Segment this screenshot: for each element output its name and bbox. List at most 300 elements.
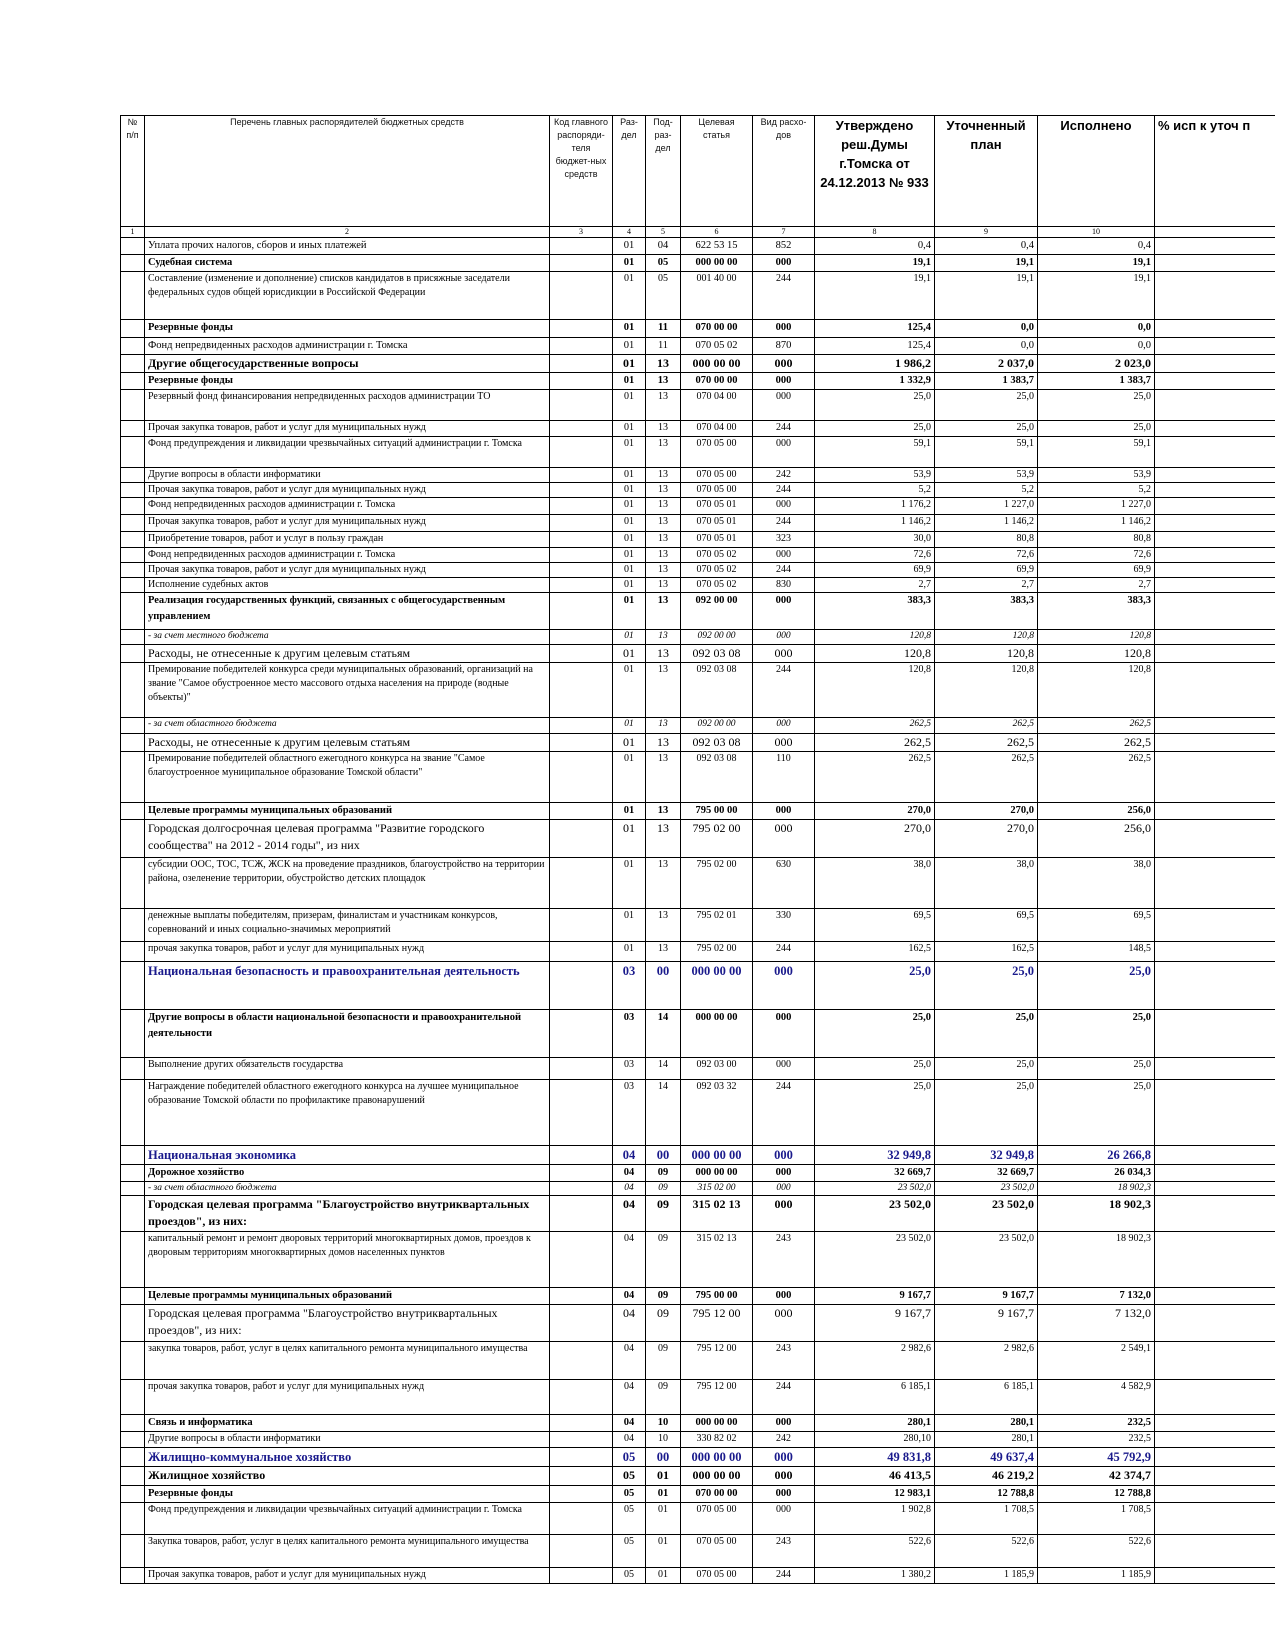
cell-name: Премирование победителей областного ежегодного конкурса на звание "Самое благоустроенное муниципальное образование Томской области" <box>145 752 550 803</box>
table-row <box>121 1058 1275 1080</box>
column-number: 4 <box>613 227 646 238</box>
cell-vid: 000 <box>753 1503 815 1535</box>
cell-podrazdel: 13 <box>646 858 681 909</box>
cell-plan: 38,0 <box>935 858 1038 909</box>
cell-razdel: 04 <box>613 1288 646 1305</box>
cell-code <box>550 468 613 483</box>
cell-num <box>121 962 145 1010</box>
cell-razdel: 01 <box>613 338 646 355</box>
cell-razdel: 01 <box>613 238 646 255</box>
cell-target: 070 05 01 <box>681 515 753 532</box>
header-distributor-code: Код главного распоряди-теля бюджет-ных средств <box>550 116 613 227</box>
cell-percent <box>1155 483 1275 498</box>
cell-code <box>550 593 613 630</box>
cell-razdel: 01 <box>613 498 646 515</box>
cell-approved: 25,0 <box>815 1058 935 1080</box>
cell-vid: 830 <box>753 578 815 593</box>
cell-code <box>550 942 613 962</box>
cell-approved: 59,1 <box>815 437 935 468</box>
cell-code <box>550 532 613 548</box>
cell-plan: 59,1 <box>935 437 1038 468</box>
table-row <box>121 1432 1275 1448</box>
cell-podrazdel: 09 <box>646 1232 681 1288</box>
cell-percent <box>1155 663 1275 718</box>
cell-vid: 000 <box>753 255 815 272</box>
cell-approved: 280,1 <box>815 1415 935 1432</box>
cell-razdel: 01 <box>613 373 646 390</box>
cell-plan: 46 219,2 <box>935 1467 1038 1486</box>
cell-target: 000 00 00 <box>681 1165 753 1182</box>
cell-razdel: 01 <box>613 909 646 942</box>
table-row <box>121 338 1275 355</box>
cell-podrazdel: 13 <box>646 515 681 532</box>
cell-approved: 9 167,7 <box>815 1288 935 1305</box>
cell-percent <box>1155 1146 1275 1165</box>
cell-razdel: 04 <box>613 1432 646 1448</box>
table-row <box>121 1182 1275 1196</box>
table-row <box>121 1415 1275 1432</box>
cell-done: 7 132,0 <box>1038 1305 1155 1342</box>
cell-target: 795 02 00 <box>681 820 753 858</box>
cell-vid: 244 <box>753 272 815 320</box>
cell-percent <box>1155 272 1275 320</box>
cell-done: 42 374,7 <box>1038 1467 1155 1486</box>
cell-name: Городская целевая программа "Благоустройство внутриквартальных проездов", из них: <box>145 1196 550 1232</box>
cell-plan: 120,8 <box>935 645 1038 663</box>
header-approved: Утверждено реш.Думы г.Томска от 24.12.2013 № 933 <box>815 116 935 227</box>
cell-approved: 0,4 <box>815 238 935 255</box>
cell-approved: 9 167,7 <box>815 1305 935 1342</box>
cell-approved: 69,5 <box>815 909 935 942</box>
table-row <box>121 718 1275 734</box>
table-row <box>121 532 1275 548</box>
cell-plan: 25,0 <box>935 421 1038 437</box>
cell-approved: 2,7 <box>815 578 935 593</box>
table-row <box>121 663 1275 718</box>
table-row <box>121 1486 1275 1503</box>
cell-name: денежные выплаты победителям, призерам, финалистам и участникам конкурсов, соревнований и иных социально-значимых мероприятий <box>145 909 550 942</box>
cell-done: 256,0 <box>1038 820 1155 858</box>
cell-razdel: 01 <box>613 645 646 663</box>
table-row <box>121 498 1275 515</box>
cell-plan: 0,0 <box>935 338 1038 355</box>
cell-podrazdel: 13 <box>646 630 681 645</box>
cell-target: 092 03 08 <box>681 734 753 752</box>
cell-num <box>121 1467 145 1486</box>
cell-code <box>550 1288 613 1305</box>
cell-code <box>550 645 613 663</box>
cell-podrazdel: 09 <box>646 1342 681 1380</box>
cell-target: 000 00 00 <box>681 1010 753 1058</box>
cell-vid: 242 <box>753 468 815 483</box>
cell-done: 256,0 <box>1038 803 1155 820</box>
cell-num <box>121 390 145 421</box>
cell-approved: 6 185,1 <box>815 1380 935 1415</box>
table-row <box>121 468 1275 483</box>
table-row <box>121 1232 1275 1288</box>
cell-razdel: 04 <box>613 1146 646 1165</box>
cell-razdel: 01 <box>613 718 646 734</box>
header-section: Раз-дел <box>613 116 646 227</box>
cell-name: капитальный ремонт и ремонт дворовых территорий многоквартирных домов, проездов к дворовым территориям многоквартирных домов населенных пунктов <box>145 1232 550 1288</box>
cell-target: 070 00 00 <box>681 1486 753 1503</box>
cell-approved: 1 332,9 <box>815 373 935 390</box>
cell-done: 18 902,3 <box>1038 1182 1155 1196</box>
cell-approved: 32 669,7 <box>815 1165 935 1182</box>
cell-percent <box>1155 1058 1275 1080</box>
cell-approved: 280,10 <box>815 1432 935 1448</box>
cell-num <box>121 1165 145 1182</box>
cell-code <box>550 858 613 909</box>
cell-vid: 243 <box>753 1535 815 1568</box>
cell-vid: 000 <box>753 1305 815 1342</box>
cell-plan: 522,6 <box>935 1535 1038 1568</box>
cell-code <box>550 1415 613 1432</box>
cell-approved: 1 986,2 <box>815 355 935 373</box>
cell-target: 795 12 00 <box>681 1380 753 1415</box>
cell-target: 000 00 00 <box>681 1467 753 1486</box>
cell-name: Городская целевая программа "Благоустройство внутриквартальных проездов", из них: <box>145 1305 550 1342</box>
cell-approved: 2 982,6 <box>815 1342 935 1380</box>
cell-percent <box>1155 734 1275 752</box>
table-row <box>121 942 1275 962</box>
cell-plan: 69,9 <box>935 563 1038 578</box>
cell-code <box>550 630 613 645</box>
cell-percent <box>1155 578 1275 593</box>
cell-approved: 23 502,0 <box>815 1232 935 1288</box>
cell-approved: 19,1 <box>815 255 935 272</box>
cell-podrazdel: 13 <box>646 645 681 663</box>
cell-target: 795 12 00 <box>681 1305 753 1342</box>
cell-code <box>550 578 613 593</box>
cell-target: 070 05 02 <box>681 338 753 355</box>
cell-plan: 49 637,4 <box>935 1448 1038 1467</box>
cell-code <box>550 421 613 437</box>
cell-percent <box>1155 630 1275 645</box>
cell-vid: 244 <box>753 1380 815 1415</box>
cell-done: 232,5 <box>1038 1432 1155 1448</box>
cell-name: Судебная система <box>145 255 550 272</box>
cell-done: 12 788,8 <box>1038 1486 1155 1503</box>
cell-razdel: 01 <box>613 563 646 578</box>
cell-target: 070 05 00 <box>681 468 753 483</box>
cell-done: 25,0 <box>1038 1058 1155 1080</box>
cell-plan: 25,0 <box>935 390 1038 421</box>
cell-plan: 262,5 <box>935 734 1038 752</box>
cell-razdel: 04 <box>613 1182 646 1196</box>
cell-plan: 262,5 <box>935 718 1038 734</box>
cell-target: 092 00 00 <box>681 593 753 630</box>
cell-approved: 69,9 <box>815 563 935 578</box>
column-numbers-row <box>121 227 1275 238</box>
cell-plan: 120,8 <box>935 663 1038 718</box>
cell-percent <box>1155 532 1275 548</box>
table-row <box>121 1535 1275 1568</box>
cell-plan: 9 167,7 <box>935 1288 1038 1305</box>
cell-num <box>121 1486 145 1503</box>
header-executed: Исполнено <box>1038 116 1155 227</box>
cell-percent <box>1155 820 1275 858</box>
cell-percent <box>1155 962 1275 1010</box>
header-target-article: Целевая статья <box>681 116 753 227</box>
cell-plan: 1 227,0 <box>935 498 1038 515</box>
cell-name: Закупка товаров, работ, услуг в целях капитального ремонта муниципального имущества <box>145 1535 550 1568</box>
cell-podrazdel: 13 <box>646 734 681 752</box>
cell-done: 4 582,9 <box>1038 1380 1155 1415</box>
cell-name: Фонд непредвиденных расходов администрации г. Томска <box>145 548 550 563</box>
cell-podrazdel: 01 <box>646 1535 681 1568</box>
cell-approved: 1 146,2 <box>815 515 935 532</box>
cell-plan: 53,9 <box>935 468 1038 483</box>
cell-plan: 1 146,2 <box>935 515 1038 532</box>
cell-plan: 32 669,7 <box>935 1165 1038 1182</box>
cell-podrazdel: 09 <box>646 1182 681 1196</box>
cell-code <box>550 1146 613 1165</box>
cell-num <box>121 1503 145 1535</box>
cell-percent <box>1155 1165 1275 1182</box>
cell-code <box>550 255 613 272</box>
cell-vid: 000 <box>753 1165 815 1182</box>
cell-approved: 125,4 <box>815 338 935 355</box>
table-row <box>121 962 1275 1010</box>
cell-num <box>121 1380 145 1415</box>
cell-approved: 522,6 <box>815 1535 935 1568</box>
cell-percent <box>1155 437 1275 468</box>
table-row <box>121 593 1275 630</box>
cell-plan: 1 383,7 <box>935 373 1038 390</box>
cell-name: Фонд предупреждения и ликвидации чрезвычайных ситуаций администрации г. Томска <box>145 437 550 468</box>
cell-done: 262,5 <box>1038 752 1155 803</box>
cell-done: 0,4 <box>1038 238 1155 255</box>
cell-name: Расходы, не отнесенные к другим целевым статьям <box>145 734 550 752</box>
cell-vid: 244 <box>753 1568 815 1584</box>
cell-target: 070 05 01 <box>681 532 753 548</box>
cell-vid: 000 <box>753 962 815 1010</box>
cell-done: 72,6 <box>1038 548 1155 563</box>
cell-approved: 46 413,5 <box>815 1467 935 1486</box>
cell-razdel: 01 <box>613 355 646 373</box>
cell-done: 120,8 <box>1038 645 1155 663</box>
cell-num <box>121 909 145 942</box>
cell-vid: 000 <box>753 1288 815 1305</box>
cell-done: 25,0 <box>1038 962 1155 1010</box>
cell-podrazdel: 13 <box>646 373 681 390</box>
cell-target: 795 00 00 <box>681 803 753 820</box>
cell-target: 000 00 00 <box>681 1415 753 1432</box>
cell-target: 000 00 00 <box>681 355 753 373</box>
cell-done: 18 902,3 <box>1038 1196 1155 1232</box>
cell-plan: 270,0 <box>935 803 1038 820</box>
cell-razdel: 01 <box>613 578 646 593</box>
cell-razdel: 04 <box>613 1232 646 1288</box>
table-row <box>121 437 1275 468</box>
cell-approved: 262,5 <box>815 718 935 734</box>
cell-code <box>550 483 613 498</box>
cell-percent <box>1155 1305 1275 1342</box>
cell-vid: 244 <box>753 483 815 498</box>
cell-num <box>121 942 145 962</box>
cell-percent <box>1155 593 1275 630</box>
table-row <box>121 272 1275 320</box>
cell-code <box>550 962 613 1010</box>
cell-target: 092 03 00 <box>681 1058 753 1080</box>
cell-name: Резервный фонд финансирования непредвиденных расходов администрации ТО <box>145 390 550 421</box>
cell-podrazdel: 10 <box>646 1415 681 1432</box>
cell-plan: 162,5 <box>935 942 1038 962</box>
cell-done: 59,1 <box>1038 437 1155 468</box>
cell-podrazdel: 14 <box>646 1080 681 1146</box>
cell-percent <box>1155 421 1275 437</box>
cell-target: 795 02 00 <box>681 942 753 962</box>
table-row <box>121 1165 1275 1182</box>
cell-percent <box>1155 909 1275 942</box>
cell-percent <box>1155 515 1275 532</box>
cell-razdel: 01 <box>613 437 646 468</box>
cell-vid: 000 <box>753 1010 815 1058</box>
table-row <box>121 1080 1275 1146</box>
cell-percent <box>1155 1010 1275 1058</box>
cell-done: 19,1 <box>1038 272 1155 320</box>
table-row <box>121 421 1275 437</box>
cell-target: 330 82 02 <box>681 1432 753 1448</box>
cell-approved: 1 176,2 <box>815 498 935 515</box>
cell-plan: 280,1 <box>935 1432 1038 1448</box>
cell-razdel: 04 <box>613 1380 646 1415</box>
cell-percent <box>1155 1080 1275 1146</box>
cell-percent <box>1155 1486 1275 1503</box>
cell-target: 000 00 00 <box>681 1146 753 1165</box>
cell-num <box>121 1146 145 1165</box>
cell-plan: 2,7 <box>935 578 1038 593</box>
cell-done: 5,2 <box>1038 483 1155 498</box>
cell-code <box>550 238 613 255</box>
cell-target: 000 00 00 <box>681 962 753 1010</box>
cell-num <box>121 593 145 630</box>
cell-podrazdel: 01 <box>646 1467 681 1486</box>
cell-vid: 000 <box>753 820 815 858</box>
cell-podrazdel: 13 <box>646 578 681 593</box>
cell-num <box>121 483 145 498</box>
cell-vid: 870 <box>753 338 815 355</box>
cell-plan: 1 708,5 <box>935 1503 1038 1535</box>
cell-vid: 000 <box>753 498 815 515</box>
cell-vid: 000 <box>753 645 815 663</box>
cell-name: Резервные фонды <box>145 320 550 338</box>
cell-razdel: 04 <box>613 1305 646 1342</box>
table-row <box>121 548 1275 563</box>
cell-done: 2 549,1 <box>1038 1342 1155 1380</box>
cell-vid: 244 <box>753 515 815 532</box>
cell-percent <box>1155 1535 1275 1568</box>
cell-approved: 38,0 <box>815 858 935 909</box>
cell-razdel: 01 <box>613 532 646 548</box>
cell-podrazdel: 13 <box>646 752 681 803</box>
column-number: 7 <box>753 227 815 238</box>
cell-vid: 000 <box>753 803 815 820</box>
cell-done: 53,9 <box>1038 468 1155 483</box>
cell-code <box>550 320 613 338</box>
cell-vid: 244 <box>753 942 815 962</box>
cell-num <box>121 578 145 593</box>
cell-plan: 0,0 <box>935 320 1038 338</box>
cell-name: Реализация государственных функций, связанных с общегосударственным управлением <box>145 593 550 630</box>
cell-done: 1 708,5 <box>1038 1503 1155 1535</box>
table-row <box>121 320 1275 338</box>
cell-vid: 000 <box>753 1448 815 1467</box>
cell-done: 38,0 <box>1038 858 1155 909</box>
cell-plan: 23 502,0 <box>935 1196 1038 1232</box>
cell-name: Связь и информатика <box>145 1415 550 1432</box>
cell-name: Другие вопросы в области информатики <box>145 1432 550 1448</box>
cell-podrazdel: 14 <box>646 1010 681 1058</box>
cell-vid: 000 <box>753 437 815 468</box>
cell-target: 070 05 00 <box>681 1568 753 1584</box>
cell-done: 45 792,9 <box>1038 1448 1155 1467</box>
cell-vid: 330 <box>753 909 815 942</box>
cell-vid: 000 <box>753 355 815 373</box>
cell-target: 315 02 13 <box>681 1232 753 1288</box>
cell-done: 383,3 <box>1038 593 1155 630</box>
cell-done: 120,8 <box>1038 630 1155 645</box>
cell-razdel: 01 <box>613 593 646 630</box>
cell-razdel: 01 <box>613 468 646 483</box>
cell-podrazdel: 09 <box>646 1288 681 1305</box>
cell-code <box>550 734 613 752</box>
cell-done: 69,9 <box>1038 563 1155 578</box>
cell-target: 795 00 00 <box>681 1288 753 1305</box>
cell-podrazdel: 13 <box>646 532 681 548</box>
cell-target: 070 00 00 <box>681 373 753 390</box>
cell-podrazdel: 13 <box>646 909 681 942</box>
cell-approved: 1 380,2 <box>815 1568 935 1584</box>
cell-code <box>550 548 613 563</box>
cell-name: Целевые программы муниципальных образований <box>145 1288 550 1305</box>
cell-percent <box>1155 645 1275 663</box>
cell-code <box>550 909 613 942</box>
table-row <box>121 1010 1275 1058</box>
cell-target: 092 03 08 <box>681 645 753 663</box>
cell-name: Прочая закупка товаров, работ и услуг для муниципальных нужд <box>145 563 550 578</box>
cell-num <box>121 1196 145 1232</box>
cell-target: 070 05 02 <box>681 578 753 593</box>
cell-razdel: 01 <box>613 858 646 909</box>
cell-name: Жилищно-коммунальное хозяйство <box>145 1448 550 1467</box>
cell-target: 795 02 00 <box>681 858 753 909</box>
cell-razdel: 05 <box>613 1467 646 1486</box>
cell-approved: 1 902,8 <box>815 1503 935 1535</box>
cell-done: 0,0 <box>1038 320 1155 338</box>
cell-percent <box>1155 1380 1275 1415</box>
cell-done: 1 383,7 <box>1038 373 1155 390</box>
cell-approved: 19,1 <box>815 272 935 320</box>
cell-done: 2 023,0 <box>1038 355 1155 373</box>
cell-num <box>121 645 145 663</box>
cell-approved: 23 502,0 <box>815 1182 935 1196</box>
cell-plan: 280,1 <box>935 1415 1038 1432</box>
cell-plan: 69,5 <box>935 909 1038 942</box>
cell-vid: 000 <box>753 373 815 390</box>
table-row <box>121 563 1275 578</box>
header-subsection: Под-раз-дел <box>646 116 681 227</box>
cell-name: Прочая закупка товаров, работ и услуг для муниципальных нужд <box>145 515 550 532</box>
cell-razdel: 05 <box>613 1448 646 1467</box>
cell-percent <box>1155 803 1275 820</box>
cell-done: 69,5 <box>1038 909 1155 942</box>
cell-vid: 244 <box>753 663 815 718</box>
cell-podrazdel: 05 <box>646 272 681 320</box>
cell-name: Уплата прочих налогов, сборов и иных платежей <box>145 238 550 255</box>
column-number: 1 <box>121 227 145 238</box>
